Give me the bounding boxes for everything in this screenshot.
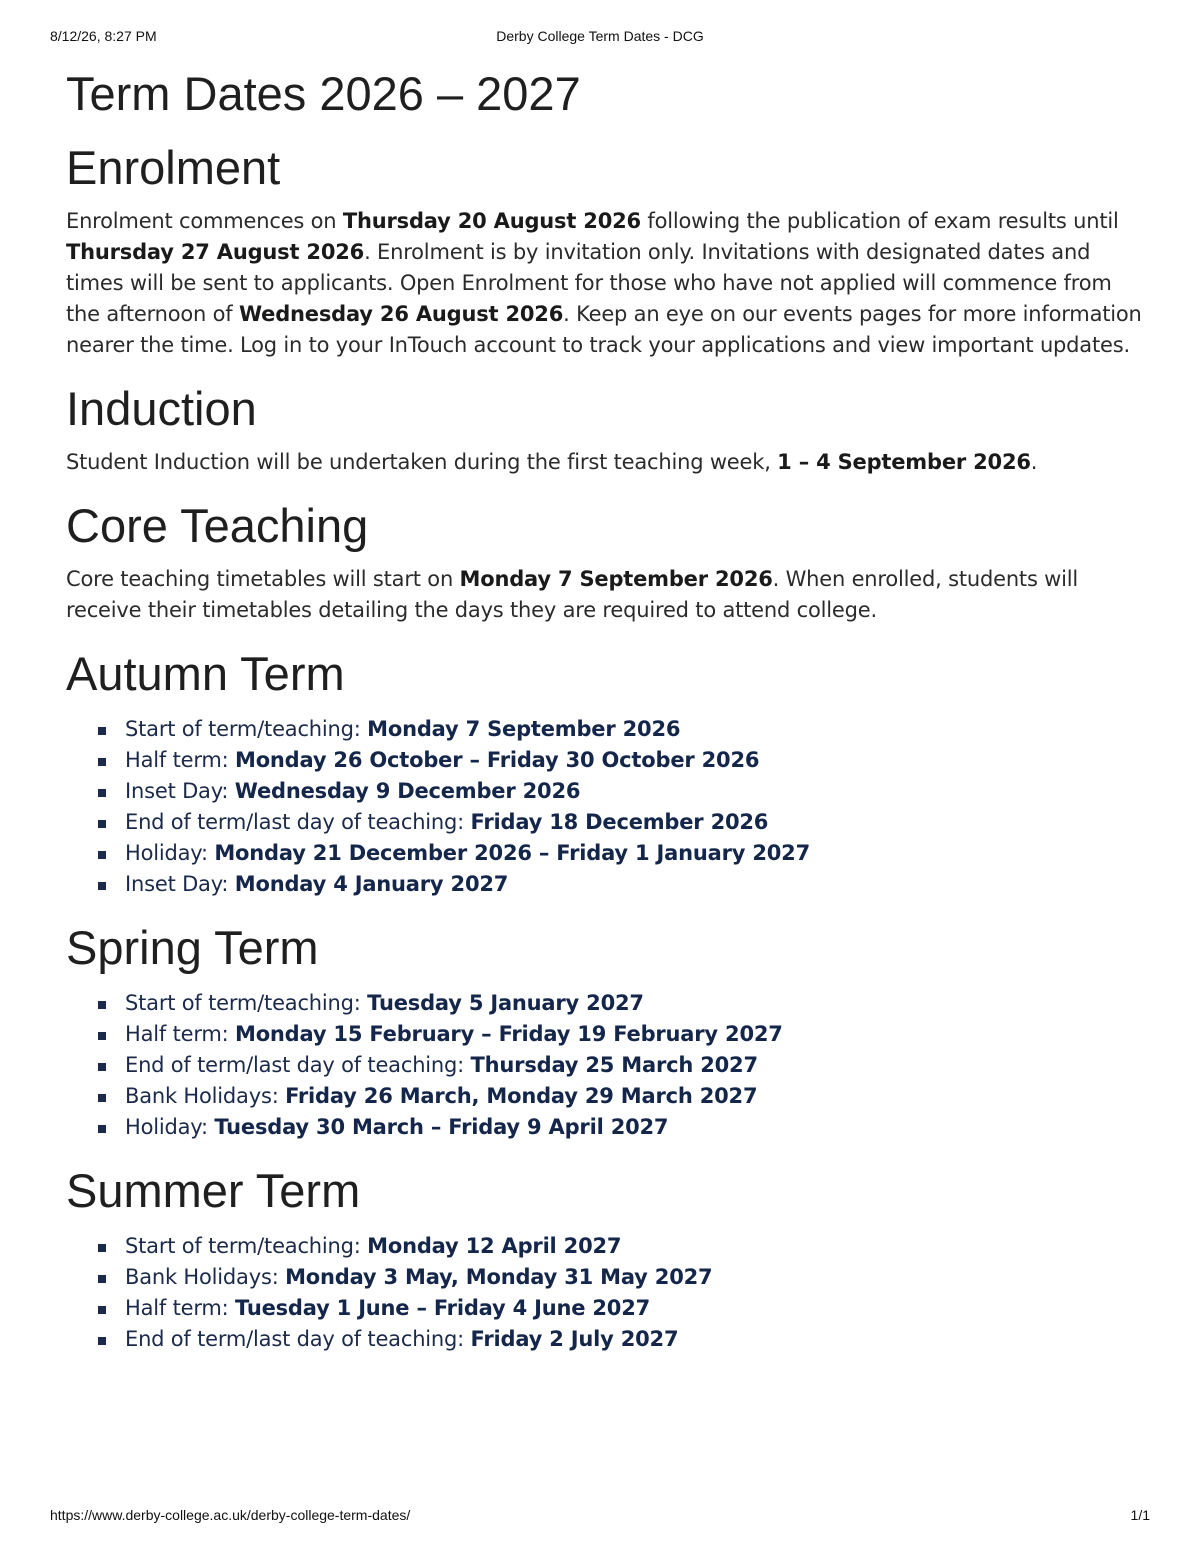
list-item-label: Half term: <box>125 1022 235 1046</box>
enrolment-date-start: Thursday 20 August 2026 <box>342 209 641 233</box>
list-item <box>98 714 1146 745</box>
list-item-label: Inset Day: <box>125 872 235 896</box>
list-item-label: End of term/last day of teaching: <box>125 1053 471 1077</box>
enrolment-text-1: Enrolment commences on <box>66 209 343 233</box>
core-teaching-section <box>66 496 1146 626</box>
page-url[interactable]: https://www.derby-college.ac.uk/derby-college-term-dates/ <box>50 1507 411 1523</box>
square-bullet-icon <box>98 1001 106 1009</box>
induction-section <box>66 379 1146 478</box>
list-item <box>98 1262 1146 1293</box>
list-item-value: Friday 26 March, Monday 29 March 2027 <box>285 1084 758 1108</box>
list-item-value: Monday 3 May, Monday 31 May 2027 <box>285 1265 713 1289</box>
list-item-value: Monday 4 January 2027 <box>234 872 509 896</box>
autumn-term-section <box>66 644 1146 900</box>
induction-text-2: . <box>1030 450 1038 474</box>
induction-paragraph <box>66 447 1146 478</box>
enrolment-text-3: . Enrolment is by invitation only. Invitations with designated dates and times will be sent to applicants. Open Enrolment for those who have not applied will commence from the afternoon of <box>66 240 1112 326</box>
square-bullet-icon <box>98 727 106 735</box>
list-item-value: Monday 26 October – Friday 30 October 2026 <box>235 748 760 772</box>
square-bullet-icon <box>98 1032 106 1040</box>
spring-term-list <box>66 988 1146 1143</box>
list-item-value: Monday 7 September 2026 <box>367 717 681 741</box>
list-item-label: Holiday: <box>125 1115 215 1139</box>
print-footer <box>50 1507 1150 1527</box>
list-item-label: Bank Holidays: <box>125 1265 286 1289</box>
page-number: 1/1 <box>1130 1507 1150 1523</box>
list-item <box>98 838 1146 869</box>
spring-term-section <box>66 918 1146 1143</box>
square-bullet-icon <box>98 851 106 859</box>
autumn-term-heading: Autumn Term <box>66 647 345 700</box>
square-bullet-icon <box>98 1244 106 1252</box>
square-bullet-icon <box>98 1306 106 1314</box>
square-bullet-icon <box>98 1275 106 1283</box>
list-item <box>98 1081 1146 1112</box>
core-teaching-heading: Core Teaching <box>66 499 369 552</box>
enrolment-heading: Enrolment <box>66 141 281 194</box>
list-item-label: Bank Holidays: <box>125 1084 286 1108</box>
list-item-label: Start of term/teaching: <box>125 1234 368 1258</box>
square-bullet-icon <box>98 758 106 766</box>
list-item-value: Wednesday 9 December 2026 <box>234 779 581 803</box>
enrolment-date-open: Wednesday 26 August 2026 <box>238 302 564 326</box>
list-item-value: Tuesday 30 March – Friday 9 April 2027 <box>214 1115 669 1139</box>
list-item-value: Tuesday 1 June – Friday 4 June 2027 <box>235 1296 651 1320</box>
list-item <box>98 1293 1146 1324</box>
list-item <box>98 807 1146 838</box>
list-item-value: Friday 18 December 2026 <box>470 810 769 834</box>
list-item-value: Monday 12 April 2027 <box>367 1234 622 1258</box>
enrolment-paragraph <box>66 206 1146 361</box>
list-item-label: End of term/last day of teaching: <box>125 1327 471 1351</box>
induction-text-1: Student Induction will be undertaken during the first teaching week, <box>66 450 778 474</box>
list-item-label: End of term/last day of teaching: <box>125 810 471 834</box>
list-item <box>98 745 1146 776</box>
enrolment-text-4: . Keep an eye on our events pages for more information nearer the time. Log in to your InTouch account to track your applications and view important updates. <box>66 302 1142 357</box>
core-teaching-paragraph <box>66 564 1146 626</box>
core-teaching-text-2: . When enrolled, students will receive their timetables detailing the days they are required to attend college. <box>66 567 1079 622</box>
square-bullet-icon <box>98 789 106 797</box>
list-item <box>98 1324 1146 1355</box>
summer-term-section <box>66 1161 1146 1355</box>
autumn-term-list <box>66 714 1146 900</box>
list-item-value: Monday 15 February – Friday 19 February 2027 <box>235 1022 783 1046</box>
list-item <box>98 1231 1146 1262</box>
main-content <box>66 64 1146 1355</box>
print-datetime: 8/12/26, 8:27 PM <box>50 28 157 44</box>
enrolment-section <box>66 138 1146 361</box>
spring-term-heading: Spring Term <box>66 921 319 974</box>
list-item <box>98 1112 1146 1143</box>
square-bullet-icon <box>98 1063 106 1071</box>
summer-term-list <box>66 1231 1146 1355</box>
list-item <box>98 776 1146 807</box>
enrolment-text-2: following the publication of exam results until <box>640 209 1119 233</box>
list-item-value: Thursday 25 March 2027 <box>470 1053 758 1077</box>
enrolment-date-end: Thursday 27 August 2026 <box>66 240 365 264</box>
list-item-label: Half term: <box>125 748 235 772</box>
induction-heading: Induction <box>66 382 257 435</box>
list-item-label: Start of term/teaching: <box>125 717 368 741</box>
square-bullet-icon <box>98 1094 106 1102</box>
list-item-label: Inset Day: <box>125 779 235 803</box>
print-page-title: Derby College Term Dates - DCG <box>496 28 704 44</box>
square-bullet-icon <box>98 1125 106 1133</box>
list-item-label: Half term: <box>125 1296 235 1320</box>
list-item <box>98 988 1146 1019</box>
list-item <box>98 869 1146 900</box>
square-bullet-icon <box>98 820 106 828</box>
list-item-value: Friday 2 July 2027 <box>470 1327 679 1351</box>
summer-term-heading: Summer Term <box>66 1164 361 1217</box>
list-item <box>98 1050 1146 1081</box>
list-item-value: Monday 21 December 2026 – Friday 1 January 2027 <box>214 841 810 865</box>
square-bullet-icon <box>98 1337 106 1345</box>
list-item-value: Tuesday 5 January 2027 <box>367 991 644 1015</box>
list-item <box>98 1019 1146 1050</box>
print-header <box>50 28 1150 48</box>
core-teaching-date: Monday 7 September 2026 <box>459 567 773 591</box>
page-title: Term Dates 2026 – 2027 <box>66 67 581 120</box>
square-bullet-icon <box>98 882 106 890</box>
list-item-label: Holiday: <box>125 841 215 865</box>
induction-dates: 1 – 4 September 2026 <box>777 450 1031 474</box>
core-teaching-text-1: Core teaching timetables will start on <box>66 567 460 591</box>
list-item-label: Start of term/teaching: <box>125 991 368 1015</box>
